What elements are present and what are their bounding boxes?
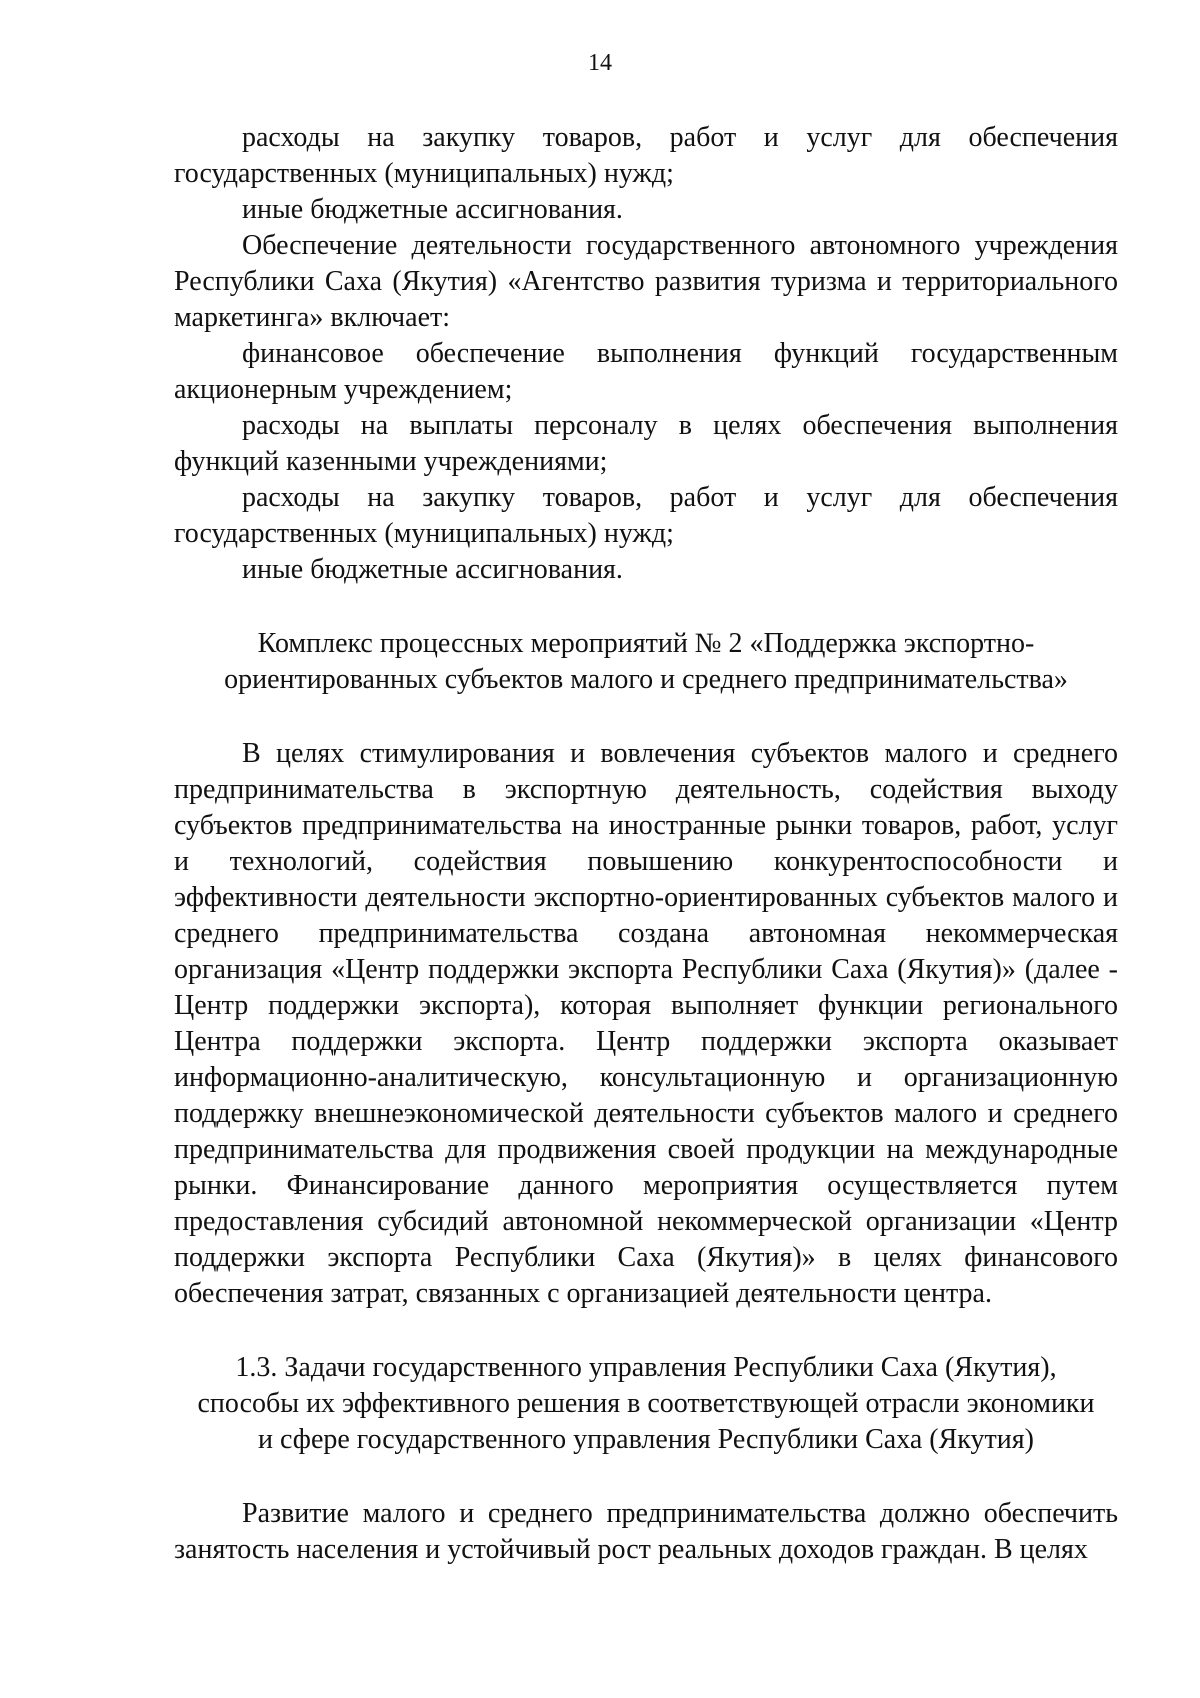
- paragraph-procurement-2: расходы на закупку товаров, работ и услуг для обеспечения государственных (муниципальных) нужд;: [174, 482, 1118, 549]
- section-heading-tasks: [174, 1350, 1118, 1458]
- section-heading-export-line-2: ориентированных субъектов малого и среднего предпринимательства»: [224, 664, 1068, 695]
- paragraph-staff-payments: расходы на выплаты персоналу в целях обеспечения выполнения функций казенными учреждениями;: [174, 410, 1118, 477]
- section-heading-tasks-line-1: 1.3. Задачи государственного управления Республики Саха (Якутия),: [235, 1352, 1057, 1383]
- section-heading-export-line-1: Комплекс процессных мероприятий № 2 «Поддержка экспортно-: [257, 628, 1035, 659]
- paragraph-other-allocations: иные бюджетные ассигнования.: [242, 194, 623, 225]
- paragraph-export-support: В целях стимулирования и вовлечения субъектов малого и среднего предпринимательства в экспортную деятельность, содействия выходу субъектов предпринимательства на иностранные рынки товаров, работ, услуг и технологий, содействия повышению конкурентоспособности и эффективности деятельности экспортно-ориентированных субъектов малого и среднего предпринимательства создана автономная некоммерческая организация «Центр поддержки экспорта Республики Саха (Якутия)» (далее - Центр поддержки экспорта), которая выполняет функции регионального Центра поддержки экспорта. Центр поддержки экспорта оказывает информационно-аналитическую, консультационную и организационную поддержку внешнеэкономической деятельности субъектов малого и среднего предпринимательства для продвижения своей продукции на международные рынки. Финансирование данного мероприятия осуществляется путем предоставления субсидий автономной некоммерческой организации «Центр поддержки экспорта Республики Саха (Якутия)» в целях финансового обеспечения затрат, связанных с организацией деятельности центра.: [174, 738, 1118, 1309]
- page-number: 14: [588, 50, 612, 76]
- paragraph-sme-development: Развитие малого и среднего предпринимательства должно обеспечить занятость населения и устойчивый рост реальных доходов граждан. В целях: [174, 1498, 1118, 1565]
- paragraph-other-allocations-2: иные бюджетные ассигнования.: [242, 554, 623, 585]
- paragraph-procurement: расходы на закупку товаров, работ и услуг для обеспечения государственных (муниципальных) нужд;: [174, 122, 1118, 189]
- paragraph-financial-provision: финансовое обеспечение выполнения функций государственным акционерным учреждением;: [174, 338, 1118, 405]
- section-heading-tasks-line-3: и сфере государственного управления Республики Саха (Якутия): [258, 1424, 1034, 1455]
- section-heading-tasks-line-2: способы их эффективного решения в соответствующей отрасли экономики: [197, 1388, 1095, 1419]
- paragraph-agency-support: Обеспечение деятельности государственного автономного учреждения Республики Саха (Якутия) «Агентство развития туризма и территориального маркетинга» включает:: [174, 230, 1118, 333]
- section-heading-export: [174, 626, 1118, 698]
- document-body: [174, 120, 1118, 1568]
